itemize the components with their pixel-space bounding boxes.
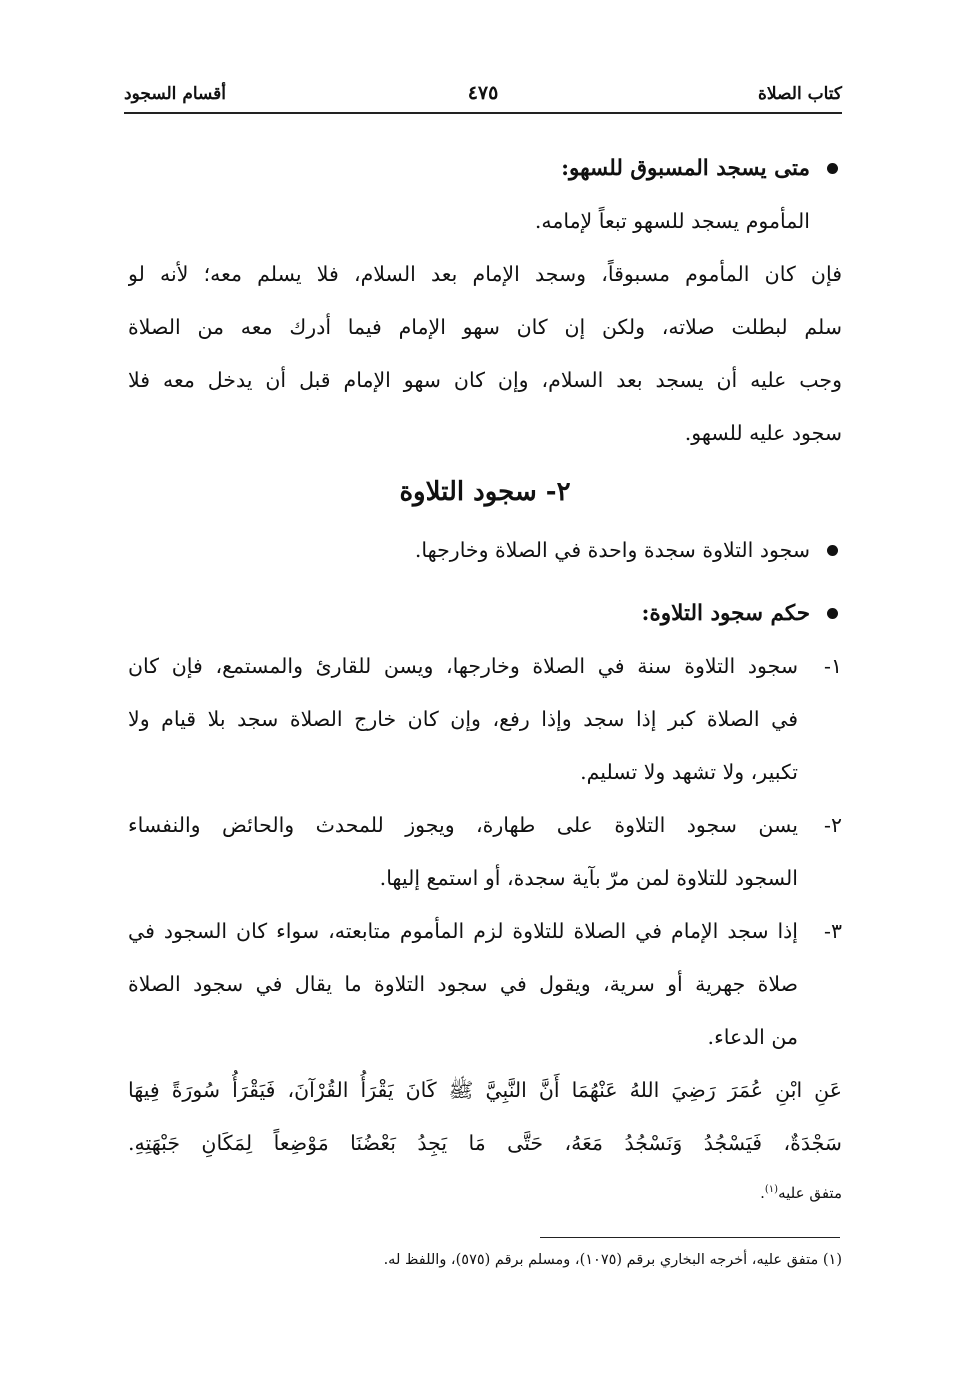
heading-text: حكم سجود التلاوة: — [641, 601, 810, 626]
running-header — [124, 84, 842, 112]
item-text: إذا سجد الإمام في الصلاة للتلاوة لزم المأموم متابعته، سواء كان السجود في — [128, 919, 798, 943]
item-text: يسن سجود التلاوة على طهارة، ويجوز للمحدث والحائض والنفساء — [128, 813, 798, 837]
bullet-item — [128, 524, 842, 577]
numbered-item-line — [128, 799, 842, 852]
bullet-text: سجود التلاوة سجدة واحدة في الصلاة وخارجها. — [414, 538, 810, 562]
page-number: ٤٧٥ — [467, 82, 499, 104]
item-line: السجود للتلاوة لمن مرّ بآية سجدة، أو استمع إليها. — [379, 866, 798, 890]
heading-text: متى يسجد المسبوق للسهو: — [561, 156, 810, 181]
numbered-item-line — [128, 640, 842, 693]
paragraph-line: فإن كان المأموم مسبوقاً، وسجد الإمام بعد السلام، فلا يسلم معه؛ لأنه لو — [128, 262, 842, 286]
item-line: من الدعاء. — [707, 1025, 798, 1049]
item-number: ١- — [824, 654, 842, 678]
item-line: في الصلاة كبر إذا سجد وإذا رفع، وإن كان خارج الصلاة سجد بلا قيام ولا — [128, 707, 798, 731]
item-line: صلاة جهرية أو سرية، ويقول في سجود التلاوة ما يقال في سجود الصلاة — [128, 972, 798, 996]
footnote: (١) متفق عليه، أخرجه البخاري برقم (١٠٧٥)، ومسلم برقم (٥٧٥)، واللفظ له. — [383, 1252, 842, 1268]
hadith-source: متفق عليه$^{(١)}$. — [760, 1184, 842, 1202]
bullet-icon — [827, 163, 838, 174]
book-title: كتاب الصلاة — [757, 84, 842, 104]
item-number: ٣- — [824, 919, 842, 943]
bullet-icon — [827, 545, 838, 556]
hadith-line: عَنِ ابْنِ عُمَرَ رَضِيَ اللهُ عَنْهُمَا أَنَّ النَّبِيَّ ﷺ كَانَ يَقْرَأُ القُرْآنَ، فَيَقْرَأُ سُورَةً فِيهَا — [128, 1078, 842, 1102]
item-text: سجود التلاوة سنة في الصلاة وخارجها، ويسن للقارئ والمستمع، فإن كان — [128, 654, 798, 678]
footnote-rule — [540, 1237, 840, 1238]
source-text: متفق عليه — [778, 1184, 842, 1202]
paragraph-line: المأموم يسجد للسهو تبعاً لإمامه. — [534, 209, 810, 233]
paragraph-line: سلم لبطلت صلاته، ولكن إن كان سهو الإمام فيما أدرك معه من الصلاة — [128, 315, 842, 339]
page-content — [128, 142, 842, 1210]
chapter-title: أقسام السجود — [124, 84, 227, 104]
bullet-heading — [128, 587, 842, 640]
item-number: ٢- — [824, 813, 842, 837]
hadith-line: سَجْدَةٌ، فَيَسْجُدُ وَنَسْجُدُ مَعَهُ، حَتَّى مَا يَجِدُ بَعْضُنَا مَوْضِعاً لِمَكَانِ جَبْهَتِهِ. — [128, 1131, 842, 1155]
paragraph-line: وجب عليه أن يسجد بعد السلام، وإن كان سهو الإمام قبل أن يدخل معه فلا — [128, 368, 842, 392]
footnote-ref[interactable]: (١) — [764, 1184, 779, 1195]
section-title: ٢- سجود التلاوة — [399, 477, 571, 507]
bullet-heading — [128, 142, 842, 195]
bullet-icon — [827, 608, 838, 619]
numbered-item-line — [128, 905, 842, 958]
item-line: تكبير، ولا تشهد ولا تسليم. — [580, 760, 798, 784]
paragraph-line: سجود عليه للسهو. — [684, 421, 842, 445]
header-rule — [124, 112, 842, 114]
